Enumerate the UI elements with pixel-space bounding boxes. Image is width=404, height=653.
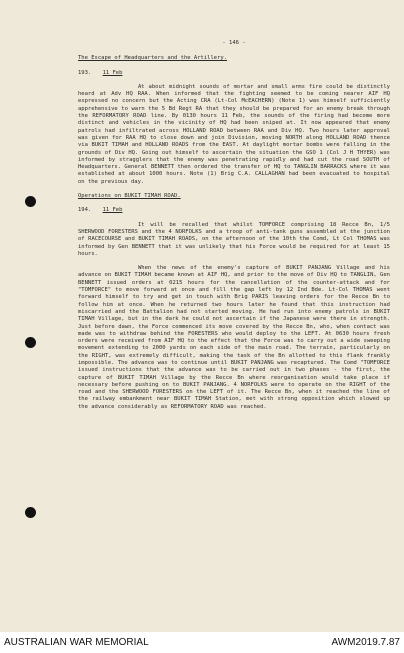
punch-hole [25,337,36,348]
paragraph-194b-text: When the news of the enemy's capture of BUKIT PANJANG Village and his advance on BUKIT TIMAH became known at AIF HQ, and prior to the move of Div HQ to TANGLIN, Gen BENNETT issued orders at 0215 hours for the cancellation of the counter-attack and for "TOMFORCE" to move forward at once and fill the gap left by 12 Ind Bde. Lt-Col THOMAS went forward himself to try and get in touch with Brig PARIS leaving orders for the Recce Bn to follow him at once. When he returned two hours later he found that this instruction had miscarried and the Battalion had not started moving. He had run into enemy patrols in BUKIT TIMAH Village, but in the dark he could not ascertain if the Japanese were there in strength. Just before dawn, the Force commenced its move covered by the Recce Bn, who, when contact was made was to withdraw behind the FORESTERS who would deploy to the LEFT. At 0630 hours fresh orders were received from AIF HQ to the effect that the Force was to carry out a wide sweeping movement extending to 2000 yards on each side of the main road. The terrain, particularly on the RIGHT, was extremely difficult, making the task of the Bn allotted to this flank frankly impossible. The advance was to continue until BUKIT PANJANG was recaptured. The Comd "TOMFORCE issued instructions that the advance was to be carried out in two phases - the first, the capture of BUKIT TIMAH Village by the Recce Bn where reorganisation would take place if necessary before pushing on to BUKIT PANJANG. 4 NORFOLKS were to operate on the RIGHT of the road and the SHERWOOD FORESTERS on the LEFT of it. The Recce Bn, when it reached the line of the railway embankment near BUKIT TIMAH Station, met with strong opposition which slowed up the advance considerably as REFORMATORY ROAD was reached. [78,265,390,410]
punch-hole [25,507,36,518]
archive-footer [0,632,404,653]
paragraph-194a-text: It will be recalled that whilst TOMFORCE comprising 18 Recce Bn, 1/5 SHERWOOD FORESTERS and the 4 NORFOLKS and a troop of anti-tank guns assembled at the junction of RACECOURSE and BUKIT TIMAH ROADS, on the afternoon of the 10th the Comd, Lt Col THOMAS was informed by Gen BENNETT that it was unlikely that his Force would be required for at least 15 hours. [78,221,390,257]
paragraph-date: 11 Feb [102,69,123,76]
paragraph-label-193 [78,70,390,77]
section-heading-2: Operations on BUKIT TIMAH ROAD. [78,193,181,200]
punch-hole [25,196,36,207]
paragraph-193-text: At about midnight sounds of mortar and small arms fire could be distinctly heard at Adv HQ RAA. When informed that the fighting seemed to be coming nearer AIF HQ expressed no concern but the Acting CRA (Lt-Col McEACHERN) (Note 1) was himself sufficiently apprehensive to warn the 5 Bd Regt RA that they should be prepared for an enemy break through the REFORMATORY ROAD line. By 0130 hours 11 Feb, the sounds of the firing had become more distinct and vehicles in the vicinity of HQ had been sniped at. It now appeared that enemy patrols had infiltrated across HOLLAND ROAD between RAA and Div HQ. Two hours later approval was given for RAA HQ to close down and join Division, moving NORTH along HOLLAND ROAD thence via BUKIT TIMAH and HOLLAND ROADS from the EAST. At daylight mortar bombs were falling in the grounds of Div HQ. Going out himself to ascertain the situation the GSO 1 (Col J H THYER) was informed by stragglers that the enemy was penetrating rapidly and had cut the road SOUTH of Headquarters. General BENNETT then ordered the transfer of HQ to TANGLIN BARRACKS where it was established at about 1000 hours. Note (1) Brig C.A. CALLAGHAN had been evacuated to hospital on the previous day. [78,83,390,185]
paragraph-number: 194. [78,207,92,214]
section-heading: The Escape of Headquarters and the Artillery. [78,55,228,62]
footer-institution: AUSTRALIAN WAR MEMORIAL [4,637,149,648]
footer-reference: AWM2019.7.87 [331,637,400,648]
page-number: - 146 - [222,40,246,46]
document-body [78,40,390,418]
paragraph-label-194 [78,207,390,214]
paragraph-number: 193. [78,69,92,76]
paragraph-date: 11 Feb [102,207,123,214]
